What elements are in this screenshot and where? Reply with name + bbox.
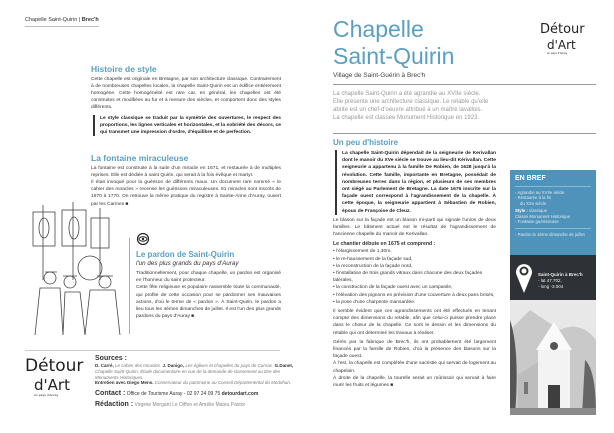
source-author: D. Carré, [95, 363, 114, 368]
paragraph: Il semble évident que ces agrandissements ont été effectués en tenant compte des dimensions du retable, afin que celui-ci puisse prendre place dans le chœur de la chapelle. Ce sont le dessin et les dimensions du retable qui ont déterminé les travaux à réaliser. [333, 309, 496, 336]
paragraph: Traditionnellement, pour chaque chapelle, un pardon est organisé en l'honneur du saint protecteur. [136, 271, 281, 284]
bref-item: - Agrandie au XVIIe siècle [515, 189, 565, 195]
contact-label: Contact : [95, 390, 126, 398]
list-item: • l'installation de trois grands vitraux dans chacune des deux façades latérales, [333, 271, 483, 284]
bref-item: Classé Monument Historique [515, 213, 571, 219]
bref-item: du XXe siècle [520, 200, 547, 206]
location-info [538, 272, 583, 290]
source-work: Les églises et chapelles du pays de Carnac. [184, 363, 275, 368]
list-item: • l'élargissement de 1,30m, [333, 249, 392, 255]
intro-line: Elle présente une architecture classique. Le retable qu'elle [333, 99, 489, 105]
list-item: • le re-haussement de la façade sud, [333, 256, 413, 262]
section-title: Un peu d'histoire [333, 138, 399, 147]
location-box [510, 255, 596, 300]
source-author: G.Danet, [274, 363, 294, 368]
source-author: J. Danigo, [162, 363, 185, 368]
works-list [333, 248, 496, 306]
map-pin-icon [515, 262, 533, 294]
pull-quote: Le style classique se traduit par la symétrie des ouvertures, le respect des proportions, les lignes verticales et horizontales, et la sobriété des décors, ce qui transmet une impression d'ordre, d'équilibre et de perfection. [93, 115, 281, 137]
paragraph: La fontaine est construite à la suite d'un miracle en 1671, et restaurée à de multiples reprises. Elle est dédiée à saint Quirin, qui serait à la fois évêque et martyr. [91, 165, 281, 178]
en-bref-title: EN BREF [515, 175, 591, 187]
style-value: classique [529, 208, 548, 213]
divider [129, 238, 130, 334]
list-item: • l'élévation des pignons en prévision d'une couverture à deux pans brisés, [333, 292, 495, 298]
paragraph: Gérés par la fabrique de Brec'h, ils ont probablement été largement financés par la famille de Robien, d'où la présence des blasons sur la façade ouest. [333, 339, 496, 360]
list-item: • la pose d'une charpente mansardée. [333, 299, 416, 305]
bref-item: - Restaurée à la fin [515, 195, 552, 200]
sources-label: Sources : [95, 355, 127, 362]
redaction-line [95, 400, 300, 410]
bref-item: - Fontaine guérisseuse [515, 219, 559, 224]
paragraph: Il était invoqué pour la guérison de différents maux. Un document rare nommé « le cahier des miracles » recense les guérisons miraculeuses. 81 miracles sont inscrits de 1670 à 1770. On retrouve la même pratique du registre à Sainte-Anne d'Auray, ouvert par les Carmes ■ [91, 179, 281, 207]
paragraph: À droite de la chapelle, la tourelle serait un mûrissoir qui servait à faire murir les fruits et légumes ■ [333, 375, 496, 389]
header-place: Brec'h [81, 17, 99, 23]
contact-info: Office de Tourisme Auray - 02 97 24 09 75 [126, 391, 221, 398]
detour-dart-logo [25, 356, 85, 398]
footer-credits [95, 354, 300, 410]
logo-tagline: en pays d'Auray [34, 393, 59, 398]
section-histoire-style [91, 64, 281, 136]
list-title: Le chantier débute en 1675 et comprend : [333, 241, 436, 248]
intro-line: abrite est un chef-d'oeuvre attribué à un maître lavallois. [333, 107, 483, 113]
running-header: Chapelle Saint-Quirin | Brec'h [25, 17, 99, 27]
source-work: Conservateur du patrimoine au Conseil Départemental du Morbihan. [153, 380, 292, 386]
page-subtitle: Village de Saint-Guérin à Brec'h [333, 72, 426, 79]
source-work: Le cahier des miracles. [113, 363, 163, 368]
source-work: Chapelle Saint-Quirin. Étude documentaire en vue de la demande de classement au titre des Monuments Historiques. [95, 368, 281, 380]
pull-quote: La chapelle Saint-Quirin dépendait de la seigneurie de Kerivallan dont le manoir du XVe siècle se trouve au lieu-dit Kérivallan. Cette seigneurie a appartenu à la famille De Robien, de 1628 jusqu'à la révolution. Cette famille, importante en Bretagne, possédait de nombreuses terres dans la région, et plusieurs de ses membres ont siégé au Parlement de Bretagne. La date 1676 inscrite sur la façade ouest correspond à l'agrandissement de la chapelle. À cette époque, la seigneurie appartient à Sébastien de Robien, époux de Françoise de Cleuz. [335, 150, 496, 215]
header-title: Chapelle Saint-Quirin [25, 17, 78, 23]
sources-list [95, 363, 300, 386]
paragraph: Le blason sur la façade est un blason mi-parti qui signale l'union de deux familles. Le bâtiment actuel est le résultat de l'agrandissement de l'ancienne chapelle du manoir de Kerivallan. [333, 217, 496, 238]
intro-text [333, 90, 488, 122]
logo-line1: Détour [540, 22, 585, 37]
style-label: Style : [515, 208, 528, 213]
divider [333, 133, 596, 134]
paragraph: Cette chapelle est originale en Bretagne, par son architecture classique. Contrairement à de nombreuses chapelles locales, la chapelle Saint-Quirin est un édifice entièrement homogène. Cette homogénéité est rare car, en général, les chapelles ont été construites et modifiées au fur et à mesure des siècles, et comportent donc des styles différents. [91, 76, 281, 111]
contact-line [95, 389, 300, 399]
divider [333, 84, 596, 85]
logo-line2: d'Art [34, 376, 70, 395]
list-item: • la reconstruction de la façade nord, [333, 263, 413, 269]
paragraph: À l'est, la chapelle est complétée d'une sacristie qui servait de logement au chapelain. [333, 361, 496, 374]
source-author: Entretien avec Diego Mens. [95, 380, 154, 386]
logo-line2: d'Art [547, 37, 576, 52]
section-un-peu-histoire [333, 138, 496, 389]
procession-illustration [25, 200, 125, 335]
paragraph: Cette fête religieuse et populaire rassemble toute la communauté, qui profite de cette occasion pour se pardonner ses mauvaises actions, d'où le terme de « pardon ». À Saint-Quirin, le pardon a lieu tous les 4èmes dimanches de juillet. Il est l'un des plus grands pardons du pays d'Auray ■ [136, 285, 281, 320]
chapel-photo [510, 300, 596, 415]
intro-line: La chapelle Saint-Quirin a été agrandie au XVIIe siècle. [333, 91, 481, 97]
redaction-label: Rédaction : [95, 401, 134, 409]
website-link[interactable]: detourdart.com [221, 391, 259, 398]
section-subtitle: l'un des plus grands du pays d'Auray [136, 260, 239, 267]
redaction-names: Virginie Morgant Le Diffon et Amélie Mateu Pastor [134, 402, 246, 409]
logo-line1: Détour [25, 356, 84, 376]
intro-line: La chapelle est classée Monument Historique en 1923. [333, 115, 480, 121]
location-name: Saint-Quirin à Brec'h [538, 272, 583, 277]
page-title [333, 16, 454, 70]
list-item: • la construction de la façade ouest avec un campanile, [333, 285, 453, 291]
eye-icon [136, 233, 150, 245]
location-long: - long -3.004 [538, 284, 564, 289]
en-bref-box [510, 170, 596, 255]
section-title: La fontaine miraculeuse [91, 153, 189, 163]
section-pardon [136, 232, 281, 320]
section-title: Histoire de style [91, 64, 157, 74]
location-lat: - lat 47.702, [538, 278, 562, 283]
detour-dart-logo [540, 22, 600, 55]
title-line2: Saint-Quirin [333, 43, 455, 69]
divider [25, 350, 280, 351]
logo-tagline: en pays d'Auray [547, 51, 568, 55]
bref-item: - Pardon le 4ème dimanche de juillet [515, 228, 591, 238]
title-line1: Chapelle [333, 16, 424, 42]
section-title: Le pardon de Saint-Quirin [136, 250, 235, 259]
